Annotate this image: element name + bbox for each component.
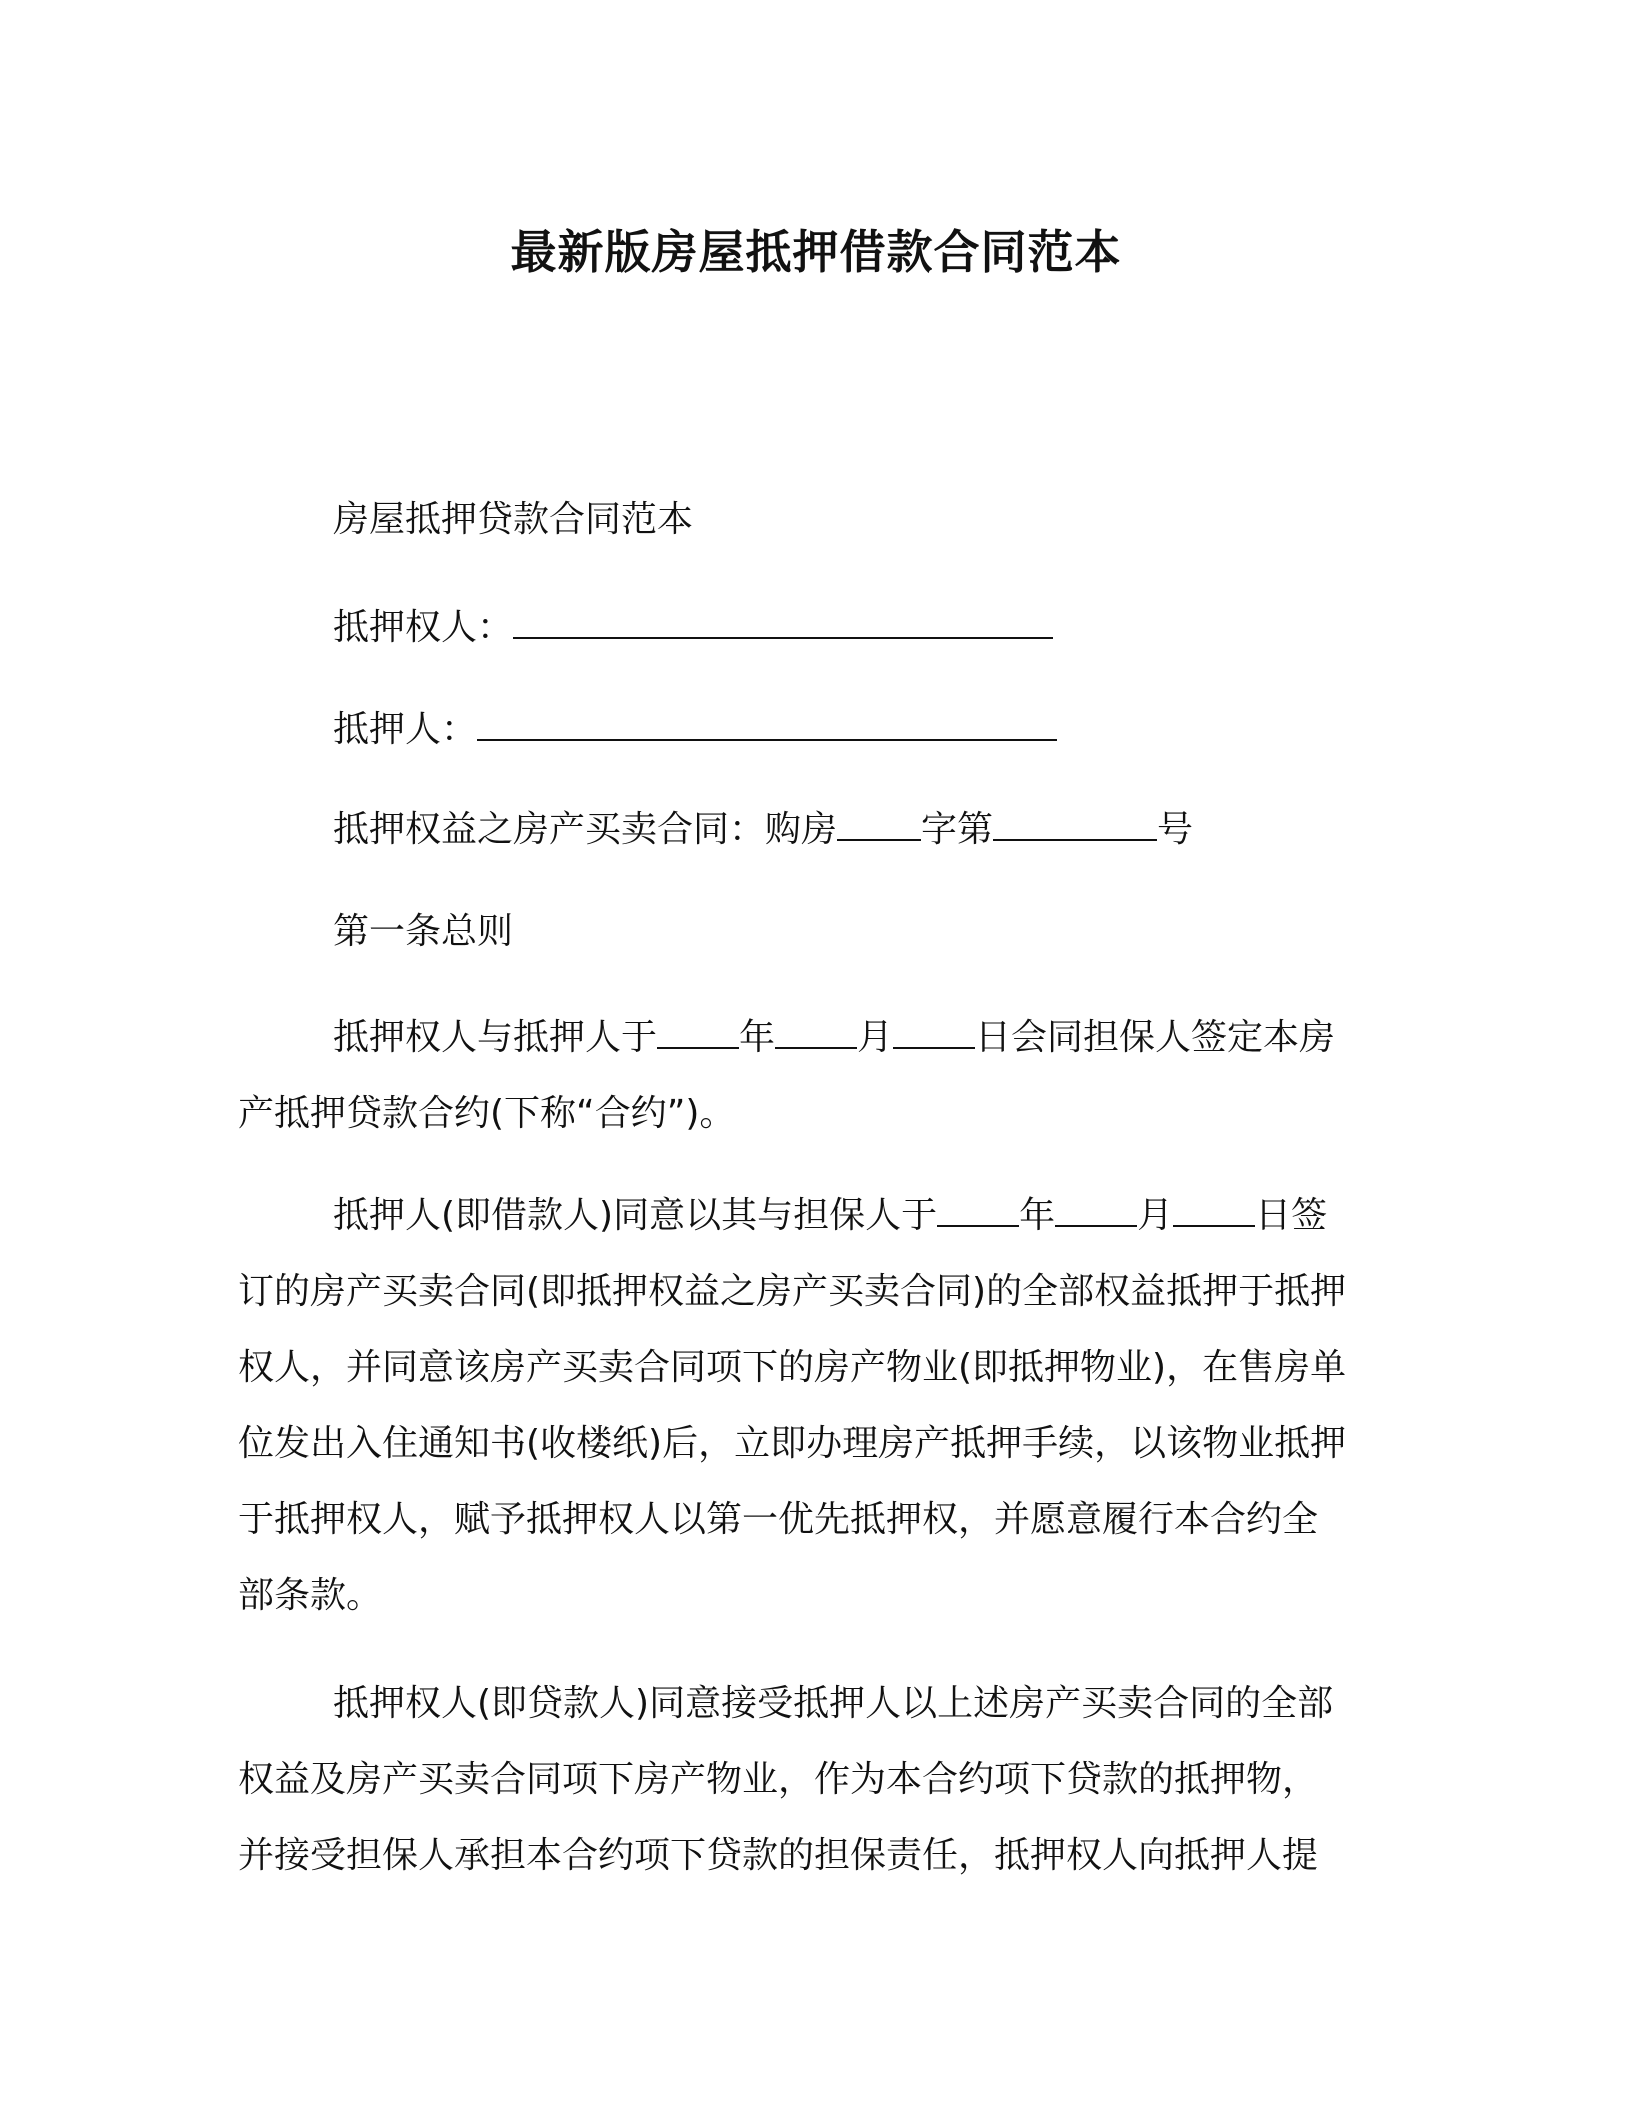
contract-ref-line: [333, 806, 1193, 854]
mortgagor-label: 抵押人：: [333, 709, 478, 750]
contract-ref-prefix: 抵押权益之房产买卖合同：购房: [333, 809, 838, 850]
para1-text-month: 月: [857, 1017, 894, 1058]
contract-ref-suffix: 号: [1157, 809, 1194, 850]
para2-blank-month: [1055, 1195, 1137, 1227]
document-subtitle: 房屋抵押贷款合同范本: [333, 499, 694, 540]
para2-blank-year: [937, 1195, 1019, 1227]
para2-blank-day: [1173, 1195, 1255, 1227]
para3-line1: 抵押权人(即贷款人)同意接受抵押人以上述房产买卖合同的全部: [333, 1683, 1334, 1724]
mortgagor-line: [333, 706, 1057, 754]
mortgagee-blank: [513, 607, 1053, 639]
mortgagee-label: 抵押权人：: [333, 607, 514, 648]
para1-line1: [333, 1014, 1335, 1062]
para1-text-a: 抵押权人与抵押人于: [333, 1017, 658, 1058]
para2-text-month: 月: [1137, 1195, 1174, 1236]
contract-ref-blank-1: [837, 809, 921, 841]
para2-line6: 部条款。: [238, 1575, 383, 1616]
contract-ref-blank-2: [993, 809, 1157, 841]
para2-text-year: 年: [1019, 1195, 1056, 1236]
article1-heading: 第一条总则: [333, 911, 514, 952]
para2-text-a: 抵押人(即借款人)同意以其与担保人于: [333, 1195, 938, 1236]
para2-line4: 位发出入住通知书(收楼纸)后，立即办理房产抵押手续，以该物业抵押: [238, 1423, 1347, 1464]
para2-line5: 于抵押权人，赋予抵押权人以第一优先抵押权，并愿意履行本合约全: [238, 1499, 1319, 1540]
para2-line1: [333, 1192, 1327, 1240]
contract-ref-middle: 字第: [921, 809, 994, 850]
mortgagor-blank: [477, 709, 1057, 741]
para2-line3: 权人，并同意该房产买卖合同项下的房产物业(即抵押物业)，在售房单: [238, 1347, 1347, 1388]
mortgagee-line: [333, 604, 1053, 652]
para1-blank-day: [893, 1017, 975, 1049]
para1-blank-year: [657, 1017, 739, 1049]
para1-line2: 产抵押贷款合约(下称“合约”)。: [238, 1093, 736, 1134]
para2-line2: 订的房产买卖合同(即抵押权益之房产买卖合同)的全部权益抵押于抵押: [238, 1271, 1347, 1312]
para2-text-d: 日签: [1255, 1195, 1328, 1236]
para3-line3: 并接受担保人承担本合约项下贷款的担保责任，抵押权人向抵押人提: [238, 1835, 1319, 1876]
para1-text-d: 日会同担保人签定本房: [975, 1017, 1336, 1058]
para1-blank-month: [775, 1017, 857, 1049]
para3-line2: 权益及房产买卖合同项下房产物业，作为本合约项下贷款的抵押物，: [238, 1759, 1319, 1800]
para1-text-year: 年: [739, 1017, 776, 1058]
document-title: 最新版房屋抵押借款合同范本: [510, 225, 1122, 279]
